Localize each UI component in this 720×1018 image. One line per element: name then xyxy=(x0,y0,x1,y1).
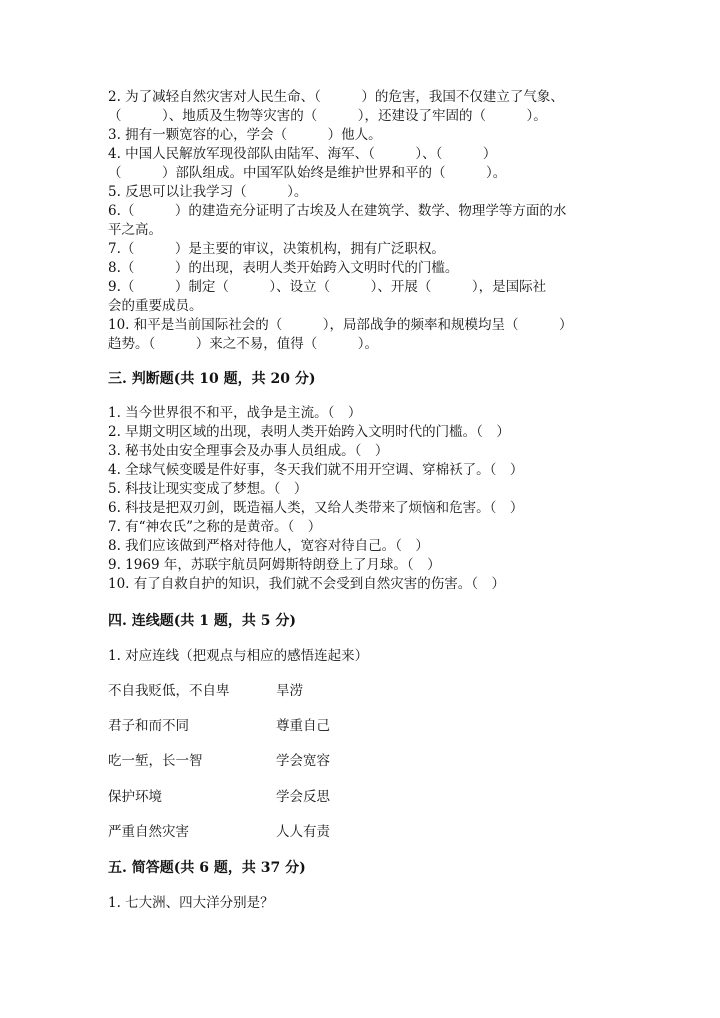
fill-blank-line: 7.（ ）是主要的审议，决策机构，拥有广泛职权。 xyxy=(108,241,445,257)
true-false-item: 1. 当今世界很不和平，战争是主流。（ ） xyxy=(108,405,362,421)
true-false-item: 9. 1969 年，苏联宇航员阿姆斯特朗登上了月球。（ ） xyxy=(108,557,441,573)
match-right-item: 尊重自己 xyxy=(276,718,330,734)
true-false-item: 2. 早期文明区域的出现，表明人类开始跨入文明时代的门槛。（ ） xyxy=(108,424,510,440)
short-answer-question: 1. 七大洲、四大洋分别是？ xyxy=(108,895,274,911)
fill-blank-line: 5. 反思可以让我学习（ ）。 xyxy=(108,184,308,200)
match-left-item: 不自我贬低，不自卑 xyxy=(108,683,230,699)
true-false-item: 4. 全球气候变暖是件好事，冬天我们就不用开空调、穿棉袄了。（ ） xyxy=(108,462,524,478)
true-false-item: 5. 科技让现实变成了梦想。（ ） xyxy=(108,481,308,497)
match-left-item: 吃一堑，长一智 xyxy=(108,753,203,769)
match-left-item: 严重自然灾害 xyxy=(108,824,189,840)
fill-blank-line: 4. 中国人民解放军现役部队由陆军、海军、（ ）、（ ） xyxy=(108,146,497,162)
fill-blank-line: 9.（ ）制定（ ）、设立（ ）、开展（ ），是国际社 xyxy=(108,279,547,295)
section-5-title: 五. 简答题(共 6 题，共 37 分) xyxy=(108,860,306,876)
fill-blank-line: （ ）部队组成。中国军队始终是维护世界和平的（ ）。 xyxy=(108,165,507,181)
section-4-title: 四. 连线题(共 1 题，共 5 分) xyxy=(108,613,296,629)
fill-blank-line: 3. 拥有一颗宽容的心，学会（ ）他人。 xyxy=(108,127,382,143)
true-false-item: 8. 我们应该做到严格对待他人，宽容对待自己。（ ） xyxy=(108,538,429,554)
match-right-item: 人人有责 xyxy=(276,824,330,840)
match-right-item: 学会反思 xyxy=(276,789,330,805)
fill-blank-line: 10. 和平是当前国际社会的（ ），局部战争的频率和规模均呈（ ） xyxy=(108,317,573,333)
fill-blank-line: 趋势。（ ）来之不易，值得（ ）。 xyxy=(108,336,378,352)
true-false-item: 3. 秘书处由安全理事会及办事人员组成。（ ） xyxy=(108,443,389,459)
fill-blank-line: 8.（ ）的出现，表明人类开始跨入文明时代的门槛。 xyxy=(108,260,459,276)
section-3-title: 三. 判断题(共 10 题，共 20 分) xyxy=(108,371,316,387)
fill-blank-line: 6.（ ）的建造充分证明了古埃及人在建筑学、数学、物理学等方面的水 xyxy=(108,203,567,219)
true-false-item: 6. 科技是把双刃剑，既造福人类，又给人类带来了烦恼和危害。（ ） xyxy=(108,500,524,516)
fill-blank-line: 平之高。 xyxy=(108,222,162,238)
true-false-item: 7. 有“神农氏”之称的是黄帝。（ ） xyxy=(108,519,322,535)
match-right-item: 旱涝 xyxy=(276,683,303,699)
fill-blank-line: 会的重要成员。 xyxy=(108,298,203,314)
match-left-item: 君子和而不同 xyxy=(108,718,189,734)
fill-blank-line: 2. 为了减轻自然灾害对人民生命、（ ）的危害，我国不仅建立了气象、 xyxy=(108,89,564,105)
fill-blank-line: （ ）、地质及生物等灾害的（ ），还建设了牢固的（ ）。 xyxy=(108,108,547,124)
true-false-item: 10. 有了自救自护的知识，我们就不会受到自然灾害的伤害。（ ） xyxy=(108,576,506,592)
matching-question: 1. 对应连线（把观点与相应的感悟连起来） xyxy=(108,648,369,664)
match-right-item: 学会宽容 xyxy=(276,753,330,769)
match-left-item: 保护环境 xyxy=(108,789,162,805)
